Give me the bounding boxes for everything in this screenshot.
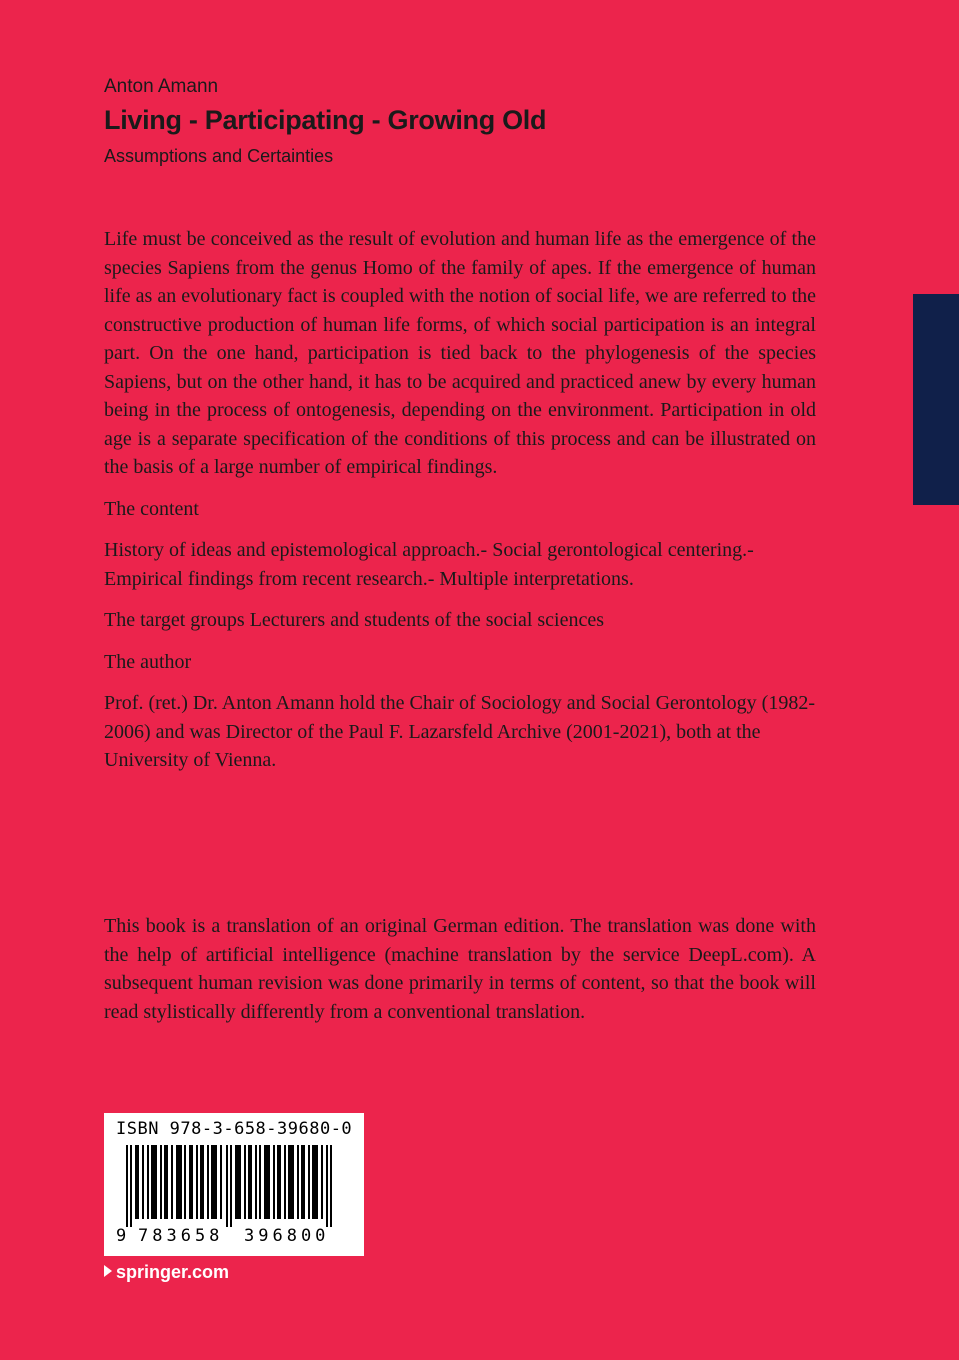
spine-color-tab (913, 294, 959, 505)
content-text: History of ideas and epistemological approach.- Social gerontological centering.- Empirical findings from recent research.- Multiple interpretations. (104, 539, 754, 590)
target-groups: The target groups Lecturers and students of the social sciences (104, 609, 605, 631)
book-subtitle: Assumptions and Certainties (104, 146, 334, 166)
barcode-digits-right: 396800 (244, 1226, 330, 1246)
book-title: Living - Participating - Growing Old (104, 105, 547, 135)
isbn-barcode (104, 1113, 364, 1256)
barcode-digit-first: 9 (116, 1226, 127, 1246)
cover-header (104, 74, 546, 170)
author-name: Anton Amann (104, 76, 219, 97)
isbn-label: ISBN 978-3-658-39680-0 (116, 1119, 353, 1139)
author-bio: Prof. (ret.) Dr. Anton Amann hold the Chair of Sociology and Social Gerontology (1982-2006) and was Director of the Paul F. Lazarsfeld Archive (2001-2021), both at the University of Vienna. (104, 692, 816, 771)
author-heading: The author (104, 650, 192, 673)
blurb (104, 225, 816, 775)
abstract-paragraph: Life must be conceived as the result of evolution and human life as the emergence of the species Sapiens from the genus Homo of the family of apes. If the emergence of human life as an evolutionary fact is coupled with the notion of social life, we are referred to the constructive production of human life forms, of which social participation is an integral part. On the one hand, participation is tied back to the phylogenesis of the species Sapiens, but on the other hand, it has to be acquired and practiced anew by every human being in the process of ontogenesis, depending on the environment. Participation in old age is a separate specification of the conditions of this process and can be illustrated on the basis of a large number of empirical findings. (104, 228, 816, 478)
publisher-link-text: springer.com (116, 1262, 230, 1282)
barcode-digits-left: 783658 (138, 1226, 224, 1246)
translation-note: This book is a translation of an original German edition. The translation was done with the help of artificial intelligence (machine translation by the service DeepL.com). A subsequent human revision was done primarily in terms of content, so that the book will read stylistically differently from a conventional translation. (104, 915, 816, 1023)
publisher-link[interactable] (104, 1262, 229, 1283)
barcode-bars (116, 1145, 352, 1227)
arrow-right-icon (104, 1265, 112, 1277)
content-heading: The content (104, 497, 199, 520)
